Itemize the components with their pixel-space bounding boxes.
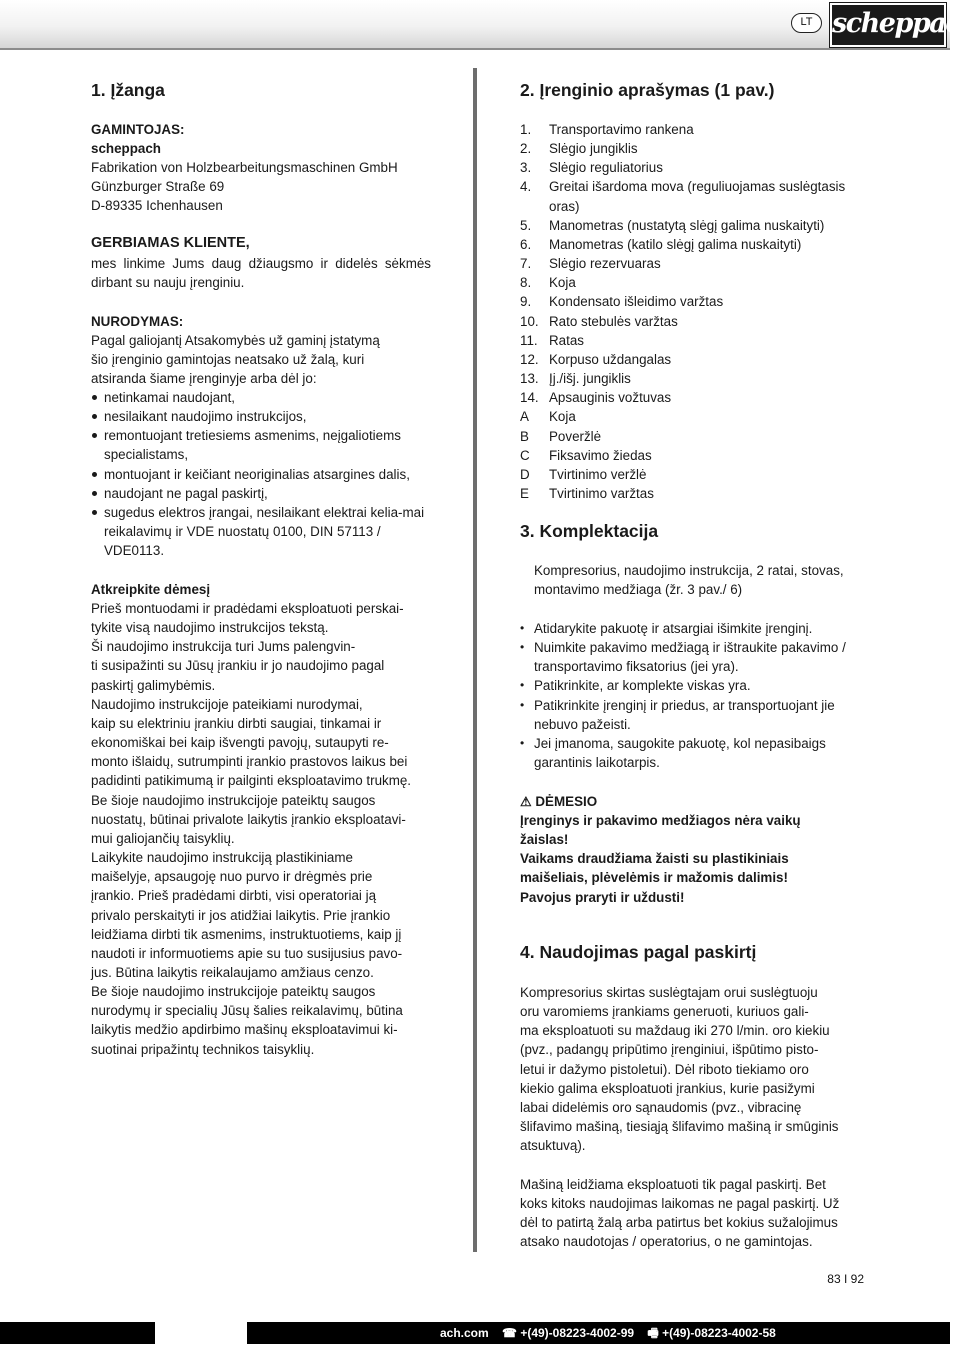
address-line: Günzburger Straße 69 (91, 179, 225, 194)
text-line: padidinti patikimumą ir pailginti eksploatavimo trukmę. (91, 773, 412, 789)
part-number: 6. (520, 236, 532, 252)
part-number: 4. (520, 179, 532, 195)
text-line: žaislas! (520, 832, 569, 848)
text-line: šlifavimo mašiną, tiesiąją šlifavimo mašiną ir smūginis (520, 1119, 839, 1135)
warning-text (520, 811, 865, 907)
brand-logo (830, 3, 978, 47)
part-label: Rato stebulės varžtas (549, 313, 678, 329)
kit-item: • Nuimkite pakavimo medžiagą ir ištraukite pakavimo / transportavimo fiksatorius (jei yra). (520, 638, 860, 676)
text-line: maišelyje, apsaugoję nuo purvo ir drėgmės prie (91, 869, 373, 885)
text-line: jus. Būtina laikytis reikalaujamo amžiaus cenzo. (91, 964, 374, 980)
part-item (520, 292, 865, 311)
text-line: laikytis medžio apdirbimo mašinų eksploatavimui ki- (91, 1022, 398, 1038)
text-line: suotinai pripažintų technikos taisyklių. (91, 1041, 315, 1057)
kit-item: • Atidarykite pakuotę ir atsargiai išimkite įrenginį. (520, 619, 865, 638)
text-line: kiekio galima eksploatuoti įrankius, kurie pasižymi (520, 1080, 815, 1096)
part-label: Tvirtinimo veržlė (549, 466, 647, 482)
text-line: ti susipažinti su Jūsų įrankiu ir jo naudojimo pagal (91, 658, 385, 674)
part-number: A (520, 409, 529, 425)
part-number: D (520, 466, 530, 482)
part-number: 5. (520, 217, 532, 233)
text-line: privalo perskaityti ir jos atidžiai laikytis. Prie įrankio (91, 907, 391, 923)
part-item (520, 350, 865, 369)
footer-fax: 🖷 +(49)-08223-4002-58 (647, 1326, 776, 1340)
list-item: nesilaikant naudojimo instrukcijos, (91, 407, 431, 426)
text-line: labai didelėmis oro sąnaudomis (pvz., vibracinę (520, 1099, 802, 1115)
text-line: monto išlaidų, sutrumpinti įrankio prastovos laikus bei (91, 754, 408, 770)
part-item (520, 369, 865, 388)
column-divider (473, 68, 477, 1252)
text-line: nuostatų, būtinai privalote laikytis įrankio eksploatavi- (91, 811, 406, 827)
manufacturer-name: scheppach (91, 141, 161, 156)
part-item (520, 177, 850, 215)
parts-list (520, 120, 865, 503)
part-label: Koja (549, 409, 576, 425)
part-label: Transportavimo rankena (549, 122, 694, 137)
kit-item: • Jei įmanoma, saugokite pakuotę, kol nepasibaigs garantinis laikotarpis. (520, 734, 845, 772)
section-title-description: 2. Įrenginio aprašymas (1 pav.) (520, 80, 775, 100)
text-line: Prieš montuodami ir pradėdami eksploatuoti perskai- (91, 601, 404, 616)
part-number: 7. (520, 256, 532, 272)
list-item: sugedus elektros įrangai, nesilaikant elektrai kelia-mai reikalavimų ir VDE nuostatų 0100, DIN 57113 / VDE0113. (91, 503, 426, 560)
part-item (520, 465, 865, 484)
text-line: atsako naudotojas / operatorius, o ne gamintojas. (520, 1234, 813, 1250)
part-item (520, 273, 865, 292)
list-item: montuojant ir keičiant neoriginalias atsargines dalis, (91, 465, 431, 484)
footer-phone: ☎ +(49)-08223-4002-99 (502, 1326, 635, 1340)
footer-web[interactable]: ach.com (440, 1326, 489, 1340)
part-item (520, 312, 865, 331)
part-label: Koja (549, 275, 576, 291)
part-item (520, 427, 865, 446)
text-line: Vaikams draudžiama žaisti su plastikiniais (520, 851, 789, 867)
part-number: 13. (520, 371, 539, 387)
part-number: C (520, 447, 530, 463)
part-label: Apsauginis vožtuvas (549, 390, 672, 406)
part-label: Slėgio jungiklis (549, 141, 638, 157)
address-line: Fabrikation von Holzbearbeitungsmaschinen GmbH (91, 160, 398, 175)
part-item (520, 235, 865, 254)
part-label: Įj./išj. jungiklis (549, 371, 631, 387)
text-line: įrankio. Prieš pradėdami dirbti, visi operatoriai ją (91, 888, 377, 904)
part-item (520, 407, 865, 426)
part-number: 3. (520, 160, 532, 176)
text-line: maišeliais, plėvelėmis ir mažomis dalimis! (520, 870, 788, 886)
manufacturer-label: GAMINTOJAS: (91, 122, 185, 137)
text-line: ma eksploatuoti su maždaug iki 270 l/min. oro kiekiu (520, 1023, 830, 1039)
page-number: 83 I 92 (827, 1272, 864, 1286)
greeting-title: GERBIAMAS KLIENTE, (91, 235, 250, 251)
part-item (520, 216, 865, 235)
list-item: remontuojant tretiesiems asmenims, neįgaliotiems specialistams, (91, 426, 411, 464)
use-text-2 (520, 1175, 865, 1252)
part-item (520, 120, 865, 139)
warning-heading (520, 792, 597, 811)
text-line: Pavojus praryti ir uždusti! (520, 889, 685, 905)
warning-icon: ⚠ (520, 794, 532, 809)
text-line: Laikykite naudojimo instrukciją plastikiniame (91, 850, 353, 866)
text-line: Be šioje naudojimo instrukcijoje pateiktų saugos (91, 984, 376, 1000)
part-number: 8. (520, 275, 532, 291)
text-line: tykite visą naudojimo instrukcijos tekstą. (91, 620, 329, 636)
part-number: 11. (520, 332, 538, 348)
kit-list (520, 619, 865, 772)
section-title-intro: 1. Įžanga (91, 80, 165, 100)
kit-item: • Patikrinkite įrenginį ir priedus, ar transportuojant jie nebuvo pažeisti. (520, 696, 860, 734)
text-line: Be šioje naudojimo instrukcijoje pateiktų saugos (91, 792, 376, 808)
section-title-kit: 3. Komplektacija (520, 521, 659, 541)
part-item (520, 331, 865, 350)
part-number: 10. (520, 313, 539, 329)
part-number: E (520, 485, 529, 501)
text-line: mui galiojančių taisyklių. (91, 830, 235, 846)
part-label: Slėgio reguliatorius (549, 160, 663, 176)
part-number: 2. (520, 141, 532, 157)
notice-text: Pagal galiojantį Atsakomybės už gaminį įstatymą šio įrenginio gamintojas neatsako už žalą, kuri atsiranda šiame įrenginyje arba dėl jo: (91, 333, 380, 387)
text-line: atsuktuvą). (520, 1138, 586, 1154)
use-text (520, 983, 865, 1155)
kit-text: Kompresorius, naudojimo instrukcija, 2 ratai, stovas, montavimo medžiaga (žr. 3 pav./ 6) (534, 563, 844, 598)
text-line: Įrenginys ir pakavimo medžiagos nėra vaikų (520, 813, 801, 828)
text-line: oru varomiems įrankiams generuoti, kuriuos gali- (520, 1004, 809, 1020)
text-line: koks kitoks naudojimas laikomas ne pagal paskirtį. Už (520, 1196, 840, 1212)
part-label: Korpuso uždangalas (549, 351, 672, 367)
list-item: netinkamai naudojant, (91, 388, 431, 407)
greeting-text: mes linkime Jums daug džiaugsmo ir didelės sėkmės dirbant su nauju įrenginiu. (91, 256, 431, 291)
part-number: B (520, 428, 529, 444)
language-badge: LT (791, 13, 822, 33)
text-line: dėl to patirtą žalą arba patirtus bet kokius sužalojimus (520, 1215, 838, 1231)
part-item (520, 388, 865, 407)
part-item (520, 446, 865, 465)
attention-text (91, 599, 441, 1059)
text-line: kaip su elektriniu įrankiu dirbti saugiai, tinkamai ir (91, 715, 382, 731)
part-number: 9. (520, 294, 532, 310)
list-item: naudojant ne pagal paskirtį, (91, 484, 431, 503)
part-number: 12. (520, 351, 539, 367)
warning-label: DĖMESIO (535, 794, 598, 809)
part-number: 1. (520, 122, 532, 137)
notice-label: NURODYMAS: (91, 314, 184, 329)
section-title-use: 4. Naudojimas pagal paskirtį (520, 942, 757, 962)
text-line: letui ir dažymo pistoletui). Dėl riboto tiekiamo oro (520, 1061, 809, 1077)
footer-white-block (155, 1322, 247, 1344)
text-line: naudoti ir informuotiems apie su tuo susijusius pavo- (91, 945, 403, 961)
text-line: paskirtį galimybėmis. (91, 677, 216, 693)
text-line: Kompresorius skirtas suslėgtajam orui suslėgtuoju (520, 985, 818, 1000)
part-number: 14. (520, 390, 539, 406)
brand-logo-text: scheppach (832, 8, 978, 39)
part-label: Slėgio rezervuaras (549, 256, 661, 272)
text-line: leidžiama dirbti tik asmenims, instruktuotiems, kaip jį (91, 926, 402, 942)
part-item (520, 484, 865, 503)
text-line: nurodymų ir specialių Jūsų šalies reikalavimų, būtina (91, 1003, 403, 1019)
text-line: (pvz., padangų pripūtimo įrenginiui, išpūtimo pisto- (520, 1042, 819, 1058)
text-line: Ši naudojimo instrukcija turi Jums palengvin- (91, 639, 356, 655)
footer-contact (440, 1322, 786, 1344)
part-label: Tvirtinimo varžtas (549, 485, 654, 501)
part-label: Kondensato išleidimo varžtas (549, 294, 724, 310)
part-item (520, 158, 865, 177)
notice-list (91, 388, 431, 560)
text-line: ekonomiškai bei kaip išvengti pavojų, sutaupyti re- (91, 735, 389, 751)
part-label: Manometras (nustatytą slėgį galima nuskaityti) (549, 217, 825, 233)
part-label: Manometras (katilo slėgį galima nuskaityti) (549, 236, 802, 252)
text-line: Mašiną leidžiama eksploatuoti tik pagal paskirtį. Bet (520, 1177, 826, 1192)
kit-item: • Patikrinkite, ar komplekte viskas yra. (520, 676, 865, 695)
part-label: Greitai išardoma mova (reguliuojamas suslėgtasis oras) (549, 179, 846, 214)
part-label: Fiksavimo žiedas (549, 447, 652, 463)
part-item (520, 254, 865, 273)
address-line: D-89335 Ichenhausen (91, 198, 223, 213)
part-item (520, 139, 865, 158)
part-label: Poveržlė (549, 428, 602, 444)
attention-label: Atkreipkite dėmesį (91, 582, 211, 597)
part-label: Ratas (549, 332, 584, 348)
text-line: Naudojimo instrukcijoje pateikiami nurodymai, (91, 696, 363, 712)
